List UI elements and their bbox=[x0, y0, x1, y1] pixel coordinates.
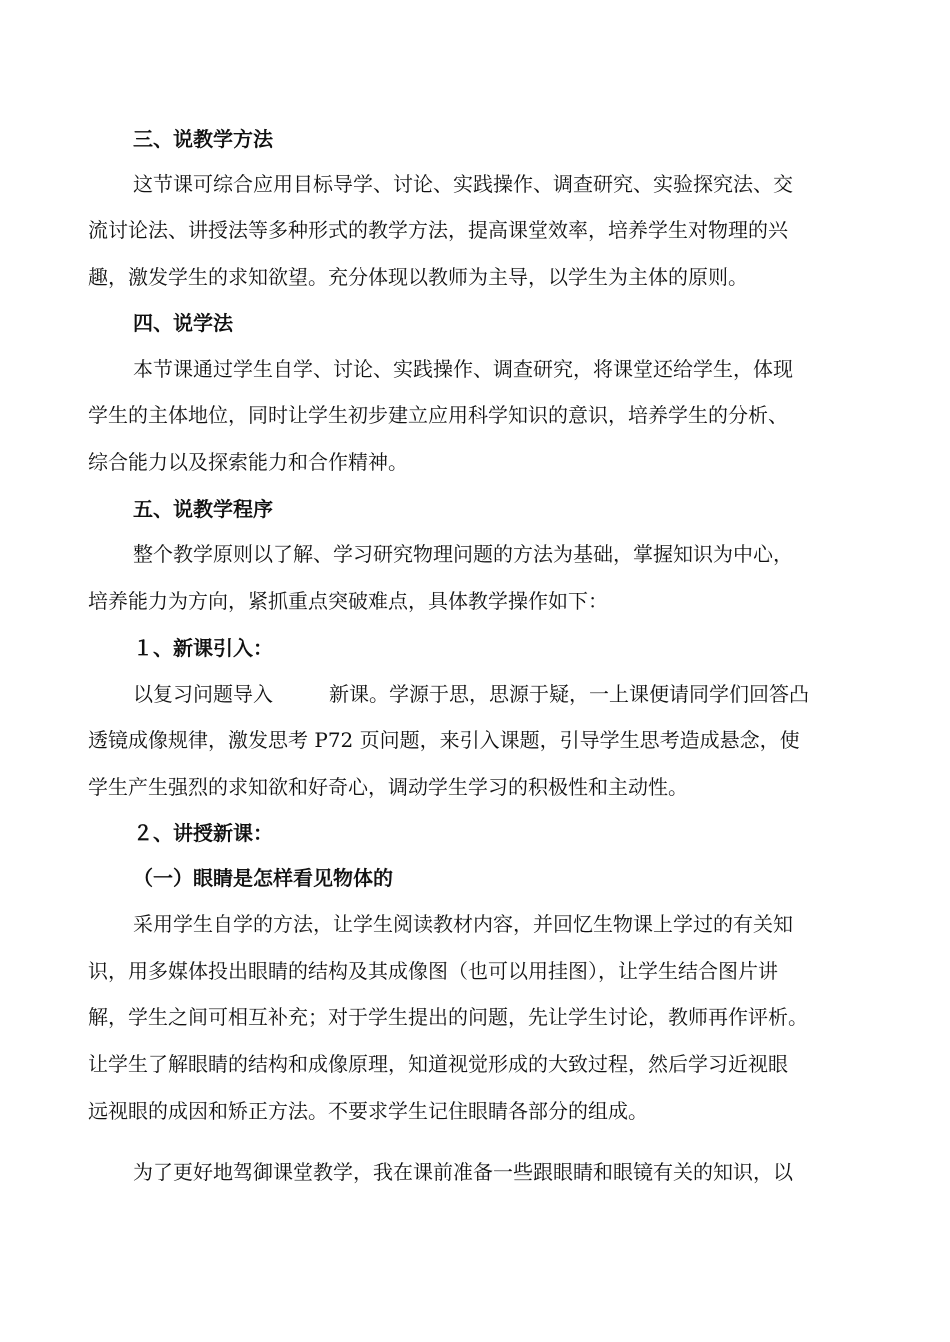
paragraph-line: 综合能力以及探索能力和合作精神。 bbox=[88, 450, 408, 474]
paragraph-line: 这节课可综合应用目标导学、讨论、实践操作、调查研究、实验探究法、交 bbox=[133, 172, 793, 196]
paragraph-line: 远视眼的成因和矫正方法。不要求学生记住眼睛各部分的组成。 bbox=[88, 1099, 648, 1123]
paragraph-line: 流讨论法、讲授法等多种形式的教学方法，提高课堂效率，培养学生对物理的兴 bbox=[88, 218, 788, 242]
paragraph-line-start: 以复习问题导入 bbox=[133, 682, 273, 706]
paragraph-line: 透镜成像规律，激发思考 P72 页问题，来引入课题，引导学生思考造成悬念，使 bbox=[88, 728, 800, 752]
paragraph-line: 学生产生强烈的求知欲和好奇心，调动学生学习的积极性和主动性。 bbox=[88, 775, 688, 799]
paragraph-line: 学生的主体地位，同时让学生初步建立应用科学知识的意识，培养学生的分析、 bbox=[88, 403, 788, 427]
paragraph-line: 为了更好地驾御课堂教学，我在课前准备一些跟眼睛和眼镜有关的知识，以 bbox=[133, 1160, 793, 1184]
paragraph-line: 本节课通过学生自学、讨论、实践操作、调查研究，将课堂还给学生，体现 bbox=[133, 357, 793, 381]
section-heading-teaching-procedure: 五、说教学程序 bbox=[133, 497, 273, 521]
paragraph-line: 采用学生自学的方法，让学生阅读教材内容，并回忆生物课上学过的有关知 bbox=[133, 912, 793, 936]
paragraph-line: 整个教学原则以了解、学习研究物理问题的方法为基础，掌握知识为中心， bbox=[133, 542, 793, 566]
paragraph-line: 识，用多媒体投出眼睛的结构及其成像图（也可以用挂图），让学生结合图片讲 bbox=[88, 959, 778, 983]
paragraph-line: 解，学生之间可相互补充；对于学生提出的问题，先让学生讨论，教师再作评析。 bbox=[88, 1005, 808, 1029]
section-heading-teaching-methods: 三、说教学方法 bbox=[133, 127, 273, 151]
paragraph-line: 培养能力为方向，紧抓重点突破难点，具体教学操作如下： bbox=[88, 589, 608, 613]
subsection-heading-how-eyes-see: （一）眼睛是怎样看见物体的 bbox=[133, 866, 393, 890]
paragraph-line: 让学生了解眼睛的结构和成像原理，知道视觉形成的大致过程，然后学习近视眼 bbox=[88, 1052, 788, 1076]
paragraph-line-continued: 新课。学源于思，思源于疑，一上课便请同学们回答凸 bbox=[329, 682, 809, 706]
paragraph-line: 趣，激发学生的求知欲望。充分体现以教师为主导，以学生为主体的原则。 bbox=[88, 265, 748, 289]
subsection-heading-new-lesson-intro: １、新课引入： bbox=[133, 636, 273, 660]
section-heading-study-method: 四、说学法 bbox=[133, 311, 233, 335]
subsection-heading-teach-new-lesson: ２、讲授新课： bbox=[133, 821, 273, 845]
